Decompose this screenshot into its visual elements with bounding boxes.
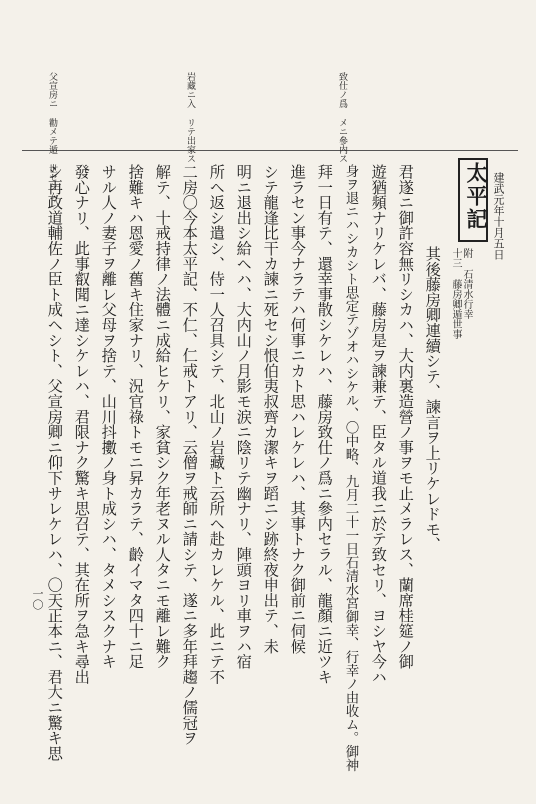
header-rule [22, 150, 518, 151]
body-column-6: 進ラセン事今ナラテハ何事ニカト思ハレケレハ、其事トナク御前ニ伺候 [288, 164, 307, 654]
body-column-8: 明ニ退出シ給ヘハ、大内山ノ月影モ涙ニ陰リテ幽ナリ、陣頭ヨリ車ヲハ宿 [234, 164, 253, 669]
body-column-2: 君遂ニ御許容無リシカハ、大内裏造營ノ事ヲモ止メラレス、蘭席桂筵ノ御 [396, 164, 415, 669]
title-sub-2: 附 石清水行幸 [461, 248, 472, 319]
body-column-3: 遊猶頻ナリケレバ、藤房是ヲ諫兼テ、臣タル道我ニ於テ致セリ、ヨシヤ今ハ [369, 164, 388, 685]
body-column-15: シ再政道輔佐ノ臣ト成ヘシト、父宣房卿ニ仰下サレケレハ、〇天正本ニ、君大ニ驚キ思 [45, 164, 64, 761]
body-column-13: サル人ノ妻子ヲ離レ父母ヲ捨テ、山川抖擻ノ身ト成シハ、タメシスクナキ [99, 164, 118, 669]
body-column-9: 所ヘ返シ遣シ、侍一人召具シテ、北山ノ岩藏ト云所ヘ赴カレケル、此ニテ不 [207, 164, 226, 685]
page-number: 一〇 [31, 588, 44, 610]
body-column-14: 發心ナリ、此事叡聞ニ達シケレハ、君限ナク驚キ思召テ、其在所ヲ急キ尋出 [72, 164, 91, 685]
body-column-1: 其後藤房卿連續シテ、諫言ヲ上リケレドモ、 [423, 246, 442, 552]
body-column-11: 解テ、十戒持律ノ法體ニ成給ヒケリ、家貧シク年老ヌル人タニモ離レ難ク [153, 164, 172, 669]
body-column-12: 捨難キハ恩愛ノ舊キ住家ナリ、況官祿トモニ昇カラテ、齡イマタ四十ニ足 [126, 164, 145, 669]
body-column-7: シテ龍逢比干カ諫ニ死セシ恨伯夷叔齊カ潔キヲ蹈ニシ跡終夜申出テ、未 [261, 164, 280, 654]
title-sub-1: 十三 藤房卿遁世事 [450, 248, 461, 339]
margin-note-1: 致仕ノ爲 メニ參内ス [337, 72, 347, 163]
margin-note-2: 岩藏ニ入 リテ出家ス [185, 72, 195, 163]
title: 太平記 [464, 162, 489, 231]
body-column-10: 二房〇今本太平記、不仁、仁戒トアリ、云僧ヲ戒師ニ請シテ、遂ニ多年拜趨ノ儒冠ヲ [180, 164, 199, 746]
body-column-4: 身ヲ退ニハシカシト思定テゾオハシケル、〇中略、九月二十一日石清水宮御幸、行幸ノ由收ム。御神 [342, 164, 359, 772]
header-date: 建武元年十月五日 [492, 172, 505, 260]
margin-note-3: 父宣房ニ 勸メテ遁 世セシム [47, 72, 57, 200]
body-column-5: 拜一日有テ、還幸事散シケレハ、藤房致仕ノ爲ニ參内セラル、龍顏ニ近ツキ [315, 164, 334, 685]
